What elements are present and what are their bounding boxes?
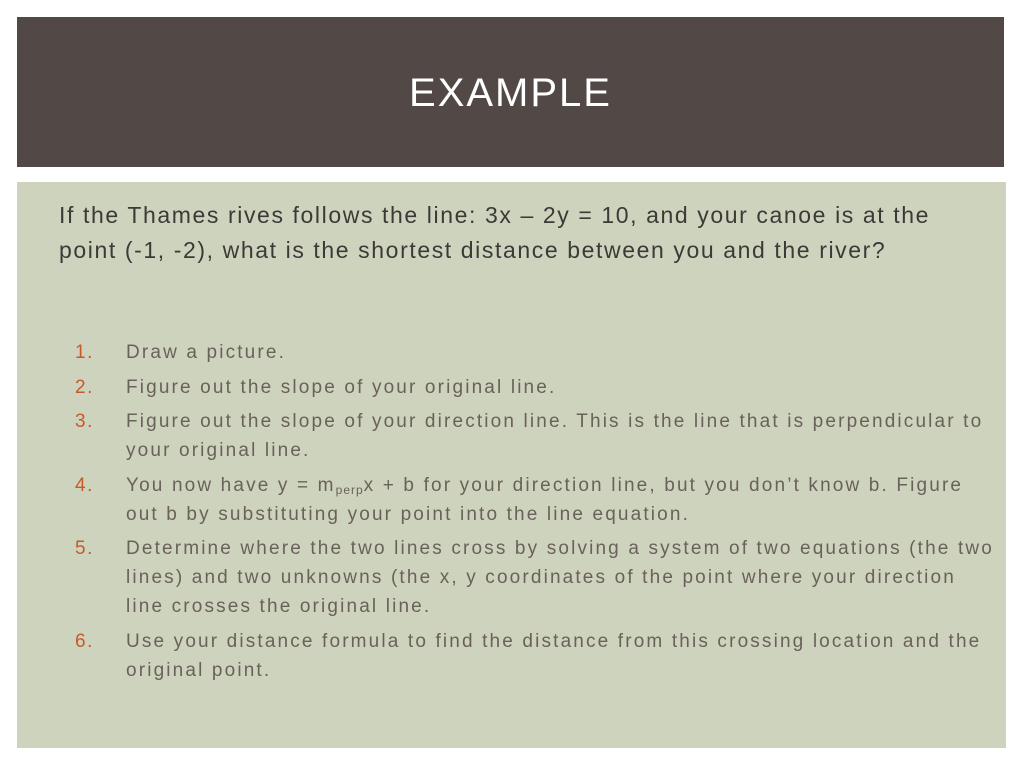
list-item — [59, 373, 994, 402]
content-box — [17, 182, 1006, 748]
step-text: Use your distance formula to find the distance from this crossing location and the original point. — [126, 630, 982, 681]
step-text: Figure out the slope of your original line. — [126, 376, 557, 398]
step-number: 3. — [75, 411, 94, 432]
step-number: 2. — [75, 376, 94, 398]
step-number: 1. — [75, 342, 94, 363]
list-item — [59, 407, 994, 465]
step-number: 4. — [75, 474, 94, 496]
step-text — [126, 471, 994, 529]
step-text: Figure out the slope of your direction line. This is the line that is perpendicular to your original line. — [126, 411, 984, 461]
step-text-before: You now have y = m — [126, 474, 336, 496]
problem-statement: If the Thames rives follows the line: 3x – 2y = 10, and your canoe is at the point (-1, -2), what is the shortest distance between you and the river? — [59, 202, 931, 263]
steps-list — [59, 338, 994, 690]
step-text: Determine where the two lines cross by solving a system of two equations (the two lines) and two unknowns (the x, y coordinates of the point where your direction line crosses the original line. — [126, 538, 994, 617]
step-text-after: x + b for your direction line, but you don’t know b. Figure out b by substituting your point into the line equation. — [126, 474, 964, 525]
step-number: 5. — [75, 538, 94, 559]
slope-subscript: perp — [335, 482, 364, 497]
title-bar — [17, 17, 1004, 167]
step-number: 6. — [75, 630, 94, 652]
list-item — [59, 534, 994, 621]
list-item — [59, 627, 994, 685]
slide-title: EXAMPLE — [409, 70, 612, 115]
step-text: Draw a picture. — [126, 342, 287, 363]
list-item — [59, 338, 994, 367]
list-item — [59, 471, 994, 529]
